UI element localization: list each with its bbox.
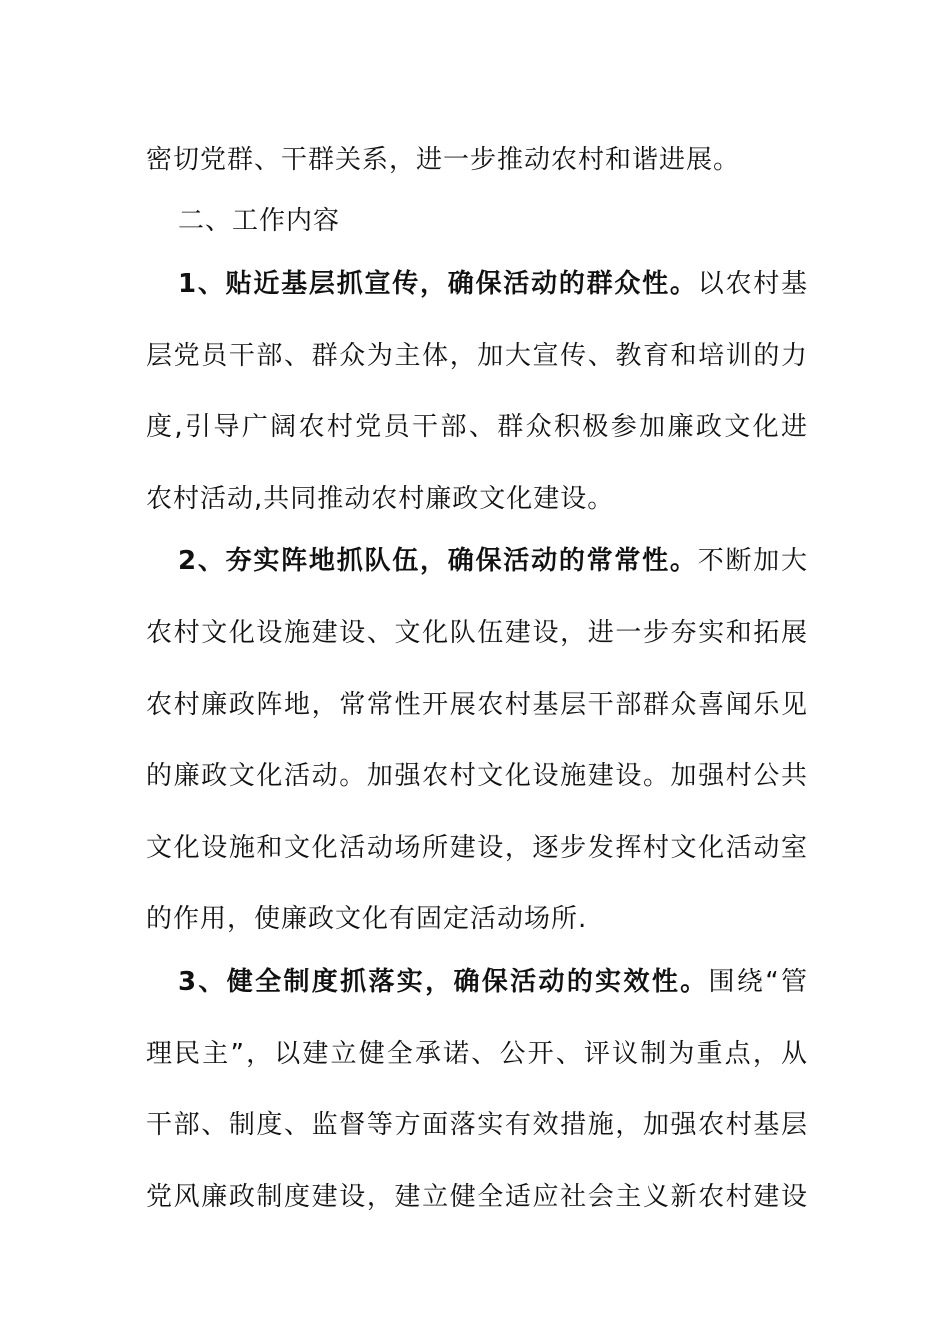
item3-line2: 理民主”，以建立健全承诺、公开、评议制为重点，从 [146,1039,808,1069]
item2-first-line [178,543,808,579]
item2-line6: 的作用，使廉政文化有固定活动场所. [146,904,588,934]
item1-line2: 层党员干部、群众为主体，加大宣传、教育和培训的力 [146,341,808,371]
item2-line3: 农村廉政阵地，常常性开展农村基层干部群众喜闻乐见 [146,690,808,720]
item1-heading: 1、贴近基层抓宣传，确保活动的群众性。 [178,269,698,299]
item1-text-start: 以农村基 [697,269,808,299]
item2-line5: 文化设施和文化活动场所建设，逐步发挥村文化活动室 [146,833,808,863]
item2-line4: 的廉政文化活动。加强农村文化设施建设。加强村公共 [146,761,808,791]
item3-first-line [178,964,808,1000]
item2-line2: 农村文化设施建设、文化队伍建设，进一步夯实和拓展 [146,618,808,648]
item3-text-start: 围绕“管 [708,967,808,997]
intro-tail-line: 密切党群、干群关系，进一步推动农村和谐进展。 [146,145,741,175]
item3-line3: 干部、制度、监督等方面落实有效措施，加强农村基层 [146,1110,808,1140]
item3-heading: 3、健全制度抓落实，确保活动的实效性。 [178,967,709,997]
section-heading: 二、工作内容 [178,206,341,236]
item1-line3: 度,引导广阔农村党员干部、群众积极参加廉政文化进 [146,412,808,442]
item3-line4: 党风廉政制度建设，建立健全适应社会主义新农村建设 [146,1182,808,1212]
item2-heading: 2、夯实阵地抓队伍，确保活动的常常性。 [178,546,698,576]
item2-text-start: 不断加大 [697,546,808,576]
item1-line4: 农村活动,共同推动农村廉政文化建设。 [146,484,615,514]
item1-first-line [178,266,808,302]
